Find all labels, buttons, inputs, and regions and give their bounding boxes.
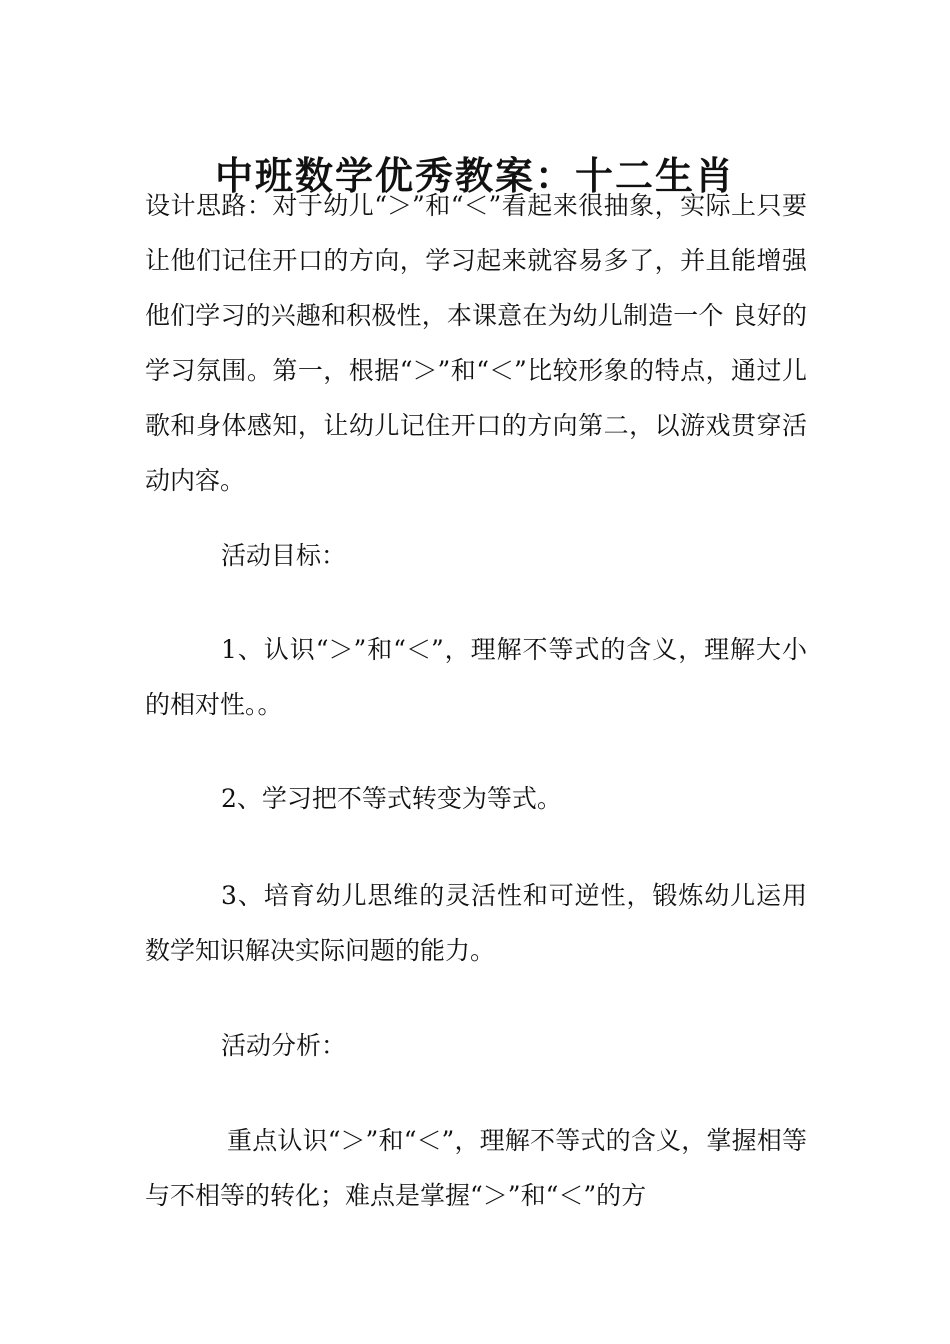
document-title: 中班数学优秀教案：十二生肖 bbox=[214, 154, 735, 199]
goal-item-1: 1、认识“＞”和“＜”，理解不等式的含义，理解大小的相对性。。 bbox=[145, 635, 807, 719]
goal-item-2: 2、学习把不等式转变为等式。 bbox=[221, 784, 562, 813]
goal-item-3: 3、培育幼儿思维的灵活性和可逆性，锻炼幼儿运用数学知识解决实际问题的能力。 bbox=[145, 881, 807, 965]
activity-analysis-paragraph: 重点认识“＞”和“＜”，理解不等式的含义，掌握相等与不相等的转化；难点是掌握“＞”和“＜”的方 bbox=[145, 1126, 807, 1210]
activity-goals-heading: 活动目标： bbox=[221, 541, 347, 570]
design-idea-paragraph: 设计思路：对于幼儿“＞”和“＜”看起来很抽象，实际上只要让他们记住开口的方向，学习起来就容易多了，并且能增强他们学习的兴趣和积极性，本课意在为幼儿制造一个 良好的学习氛围。第一，根据“＞”和“＜”比较形象的特点，通过儿歌和身体感知，让幼儿记住开口的方向第二，以游戏贯穿活动内容。 bbox=[145, 191, 807, 495]
activity-analysis-heading: 活动分析： bbox=[221, 1031, 347, 1060]
